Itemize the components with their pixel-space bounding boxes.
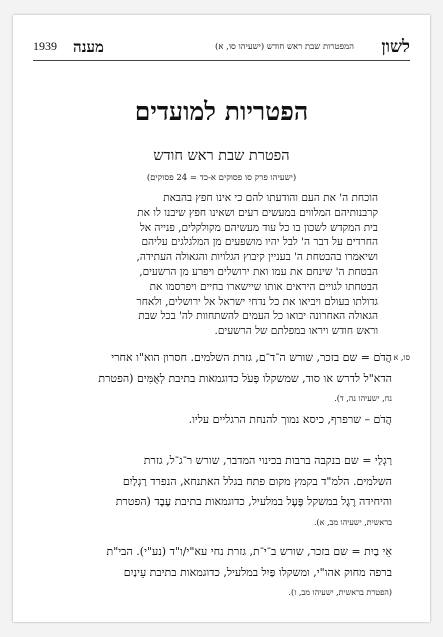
entry-line: הֲדֹם – שרפרף, כיסא נמוך להנחת הרגליים עליו. — [188, 412, 392, 426]
page-number: 1939 — [33, 39, 57, 53]
entry-line: אֵי בַיִת = שם בזכר, שורש ב־י־ת, גזרת נחי עא"י/ו"ד (נע"י). הבי"ת — [106, 545, 392, 558]
section-title: הפטרת שבת ראש חודש — [153, 148, 290, 164]
entry-line: הדא"ל לדרש או סוד, שמשקלו פְּעֹל כדוגמאות בתיבת לְאֻמִּים (הפטרת — [98, 371, 392, 385]
entry-line: הֲדֹם = שם בזכר, שורש ה־ד־ם, גזרת השלמים. חסרון הוא"ו אחרי — [111, 351, 392, 364]
intro-line: ושיאמרו בהבטחת ה' בעניין קיבוץ הגלויות והגאולה העתידה, — [136, 251, 378, 264]
section-note: (ישעיהו פרק סו פסוקים א-כד = 24 פסוקים) — [146, 173, 297, 183]
intro-paragraph — [71, 191, 378, 339]
intro-line: הוכחת ה' את העם והודעתו להם כי אינו חפץ בהבאת — [163, 192, 378, 204]
entry-raglai — [49, 451, 392, 533]
entry-line: ברפה מחוק אהו"י, ומשקלו פַּיִל במלעיל, כדוגמאות בתיבת עֵינַיִם — [123, 565, 392, 579]
entry-line: בראשית, ישעיהו מב, א). — [313, 517, 392, 527]
verse-reference: סו, א — [393, 353, 410, 362]
intro-line: הבטחתו לגויים היראים אותו שיישארו בחיים ויפרסמו את — [149, 280, 378, 293]
document-page — [13, 15, 430, 622]
entry-line: (הפטרת בראשית, ישעיהו מב, ז). — [288, 588, 392, 597]
entry-line: השלמים. הלמ"ד בקמץ מקום פתח בגלל האתנחא, הנפרד רַגְלַיִם — [122, 474, 392, 488]
book-title: לשון — [381, 37, 410, 57]
header-subtitle: המפטרות שבת ראש חודש (ישעיהו סו, א) — [215, 42, 354, 52]
intro-line: הגאולה האחרונה יבואו כל העמים להשתחוות לה' בכל שבת — [138, 310, 378, 323]
intro-line: קרבנותיהם המלווים במעשים רעים ושאינו חפץ שיבנו לו את — [137, 206, 378, 219]
entry-line: נח, ישעיהו נה, ד). — [334, 394, 392, 403]
header-rule — [33, 60, 410, 61]
intro-line: הבטחת ה' שינחם את עמו ואת ירושלים ויפרע מן הרשעים, — [139, 265, 378, 278]
intro-line: בית המקדש לשכון בו כל עוד מעשיהם מקולקלים, פנייה אל — [139, 221, 378, 234]
intro-line: וראש חודש ויראו במפלתם של הרשעים. — [214, 325, 378, 338]
entry-line: רַגְלַי = שם בנקבה ברבות בכינוי המדבר, שורש ר־ג־ל, גזרת — [143, 454, 392, 467]
intro-line: גדולתו בעולם ויביאו את כל נדחי ישראל אל ירושלים, ולאחר — [136, 295, 378, 308]
running-header — [33, 37, 410, 59]
entry-line: והיחידה רֶגֶל במשקל פֶּעֶל במלעיל, כדוגמאות בתיבת עֶבֶד (הפטרת — [115, 495, 392, 508]
intro-line: החרדים על דבר ה' לבל יהיו מושפעים מן המלגלגים עליהם — [141, 236, 378, 249]
entry-hadom — [49, 348, 410, 430]
entry-bayit — [49, 542, 392, 604]
page-title: הפטריות למועדים — [134, 97, 309, 126]
section-name: מענה — [73, 38, 104, 56]
